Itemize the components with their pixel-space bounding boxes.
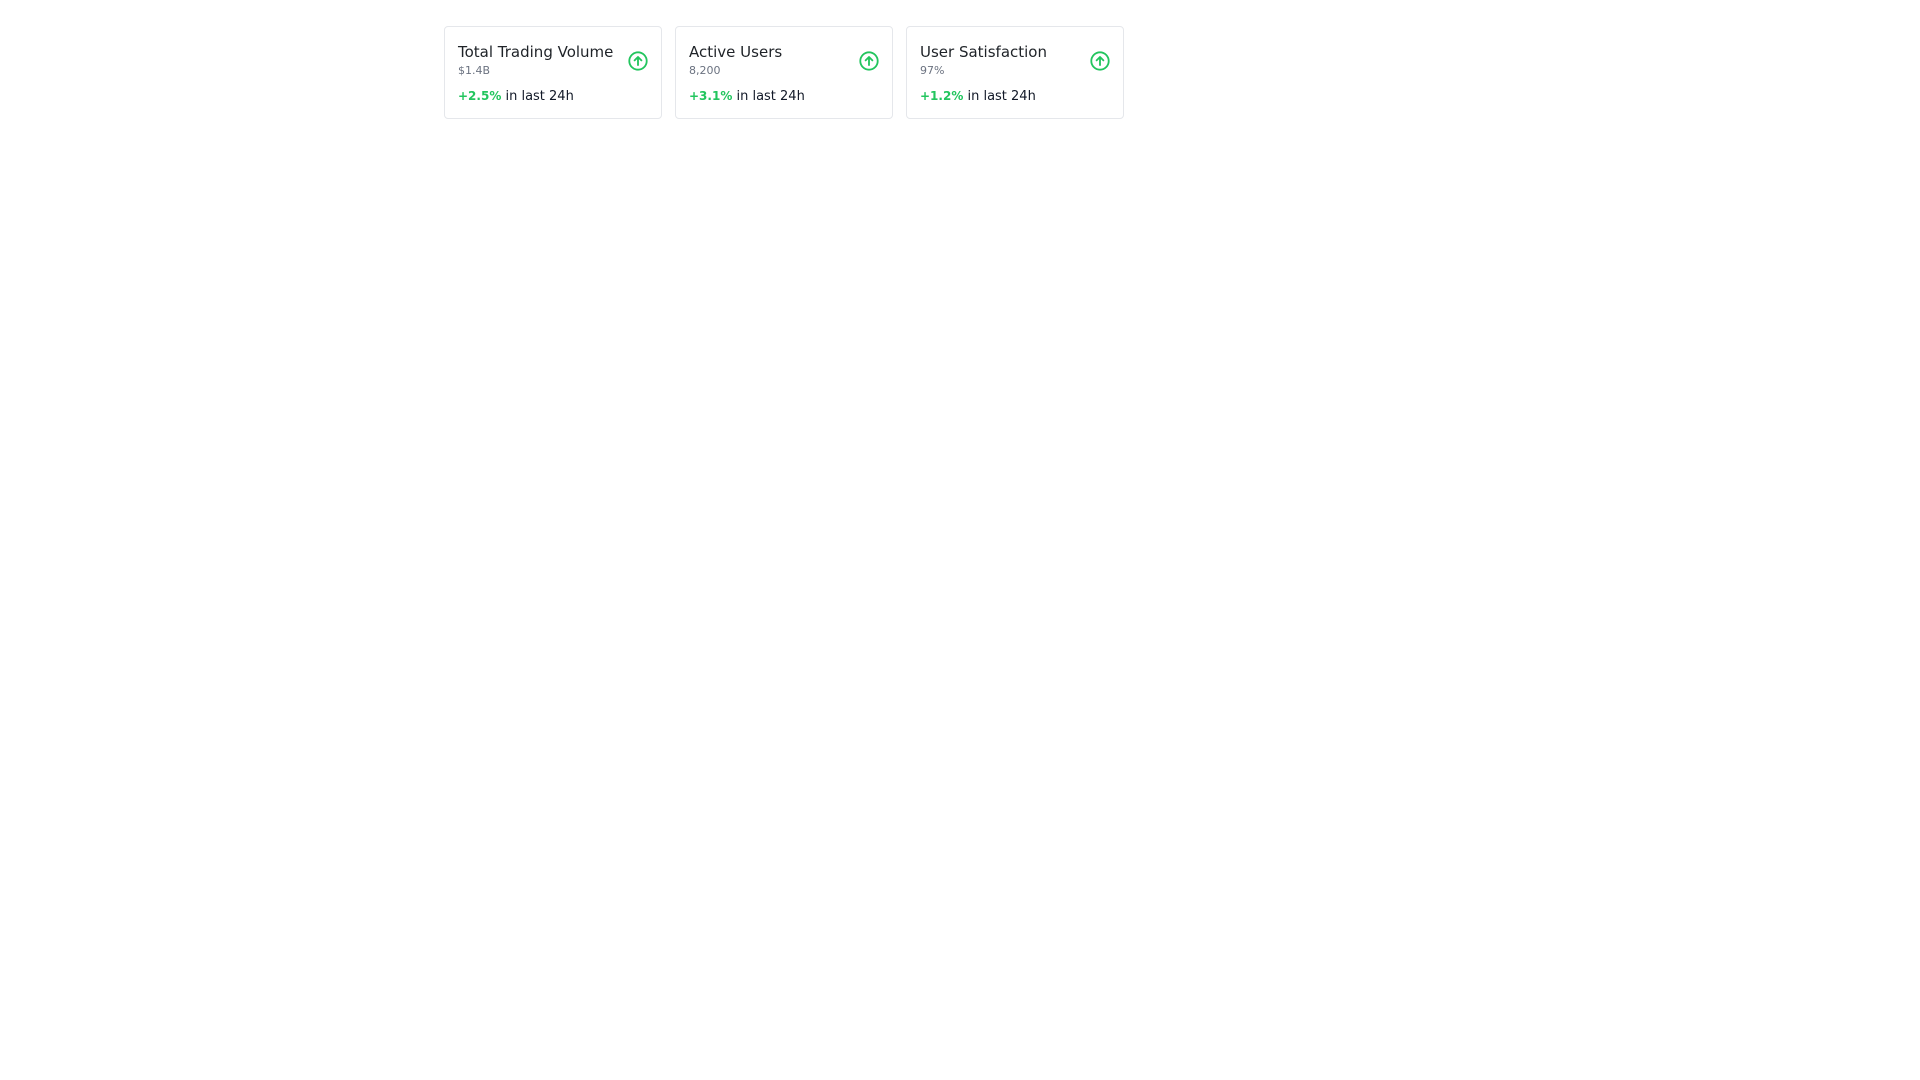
change-period: in last 24h [963, 89, 1036, 104]
card-title: Total Trading Volume [458, 43, 614, 61]
card-change [920, 87, 1110, 106]
card-change [458, 87, 648, 106]
card-value: 97% [920, 64, 945, 77]
card-title: User Satisfaction [920, 43, 1047, 61]
change-percent: +3.1% [689, 89, 733, 103]
arrow-up-circle-icon [858, 50, 880, 72]
stat-card-user-satisfaction [906, 26, 1124, 119]
change-percent: +2.5% [458, 89, 502, 103]
change-percent: +1.2% [920, 89, 964, 103]
arrow-up-circle-icon [627, 50, 649, 72]
card-value: $1.4B [458, 64, 491, 77]
change-period: in last 24h [732, 89, 805, 104]
stat-card-total-trading-volume [444, 26, 662, 119]
card-title: Active Users [689, 43, 783, 61]
stats-cards [444, 26, 1124, 119]
arrow-up-circle-icon [1089, 50, 1111, 72]
change-period: in last 24h [501, 89, 574, 104]
card-value: 8,200 [689, 64, 721, 77]
card-change [689, 87, 879, 106]
stat-card-active-users [675, 26, 893, 119]
